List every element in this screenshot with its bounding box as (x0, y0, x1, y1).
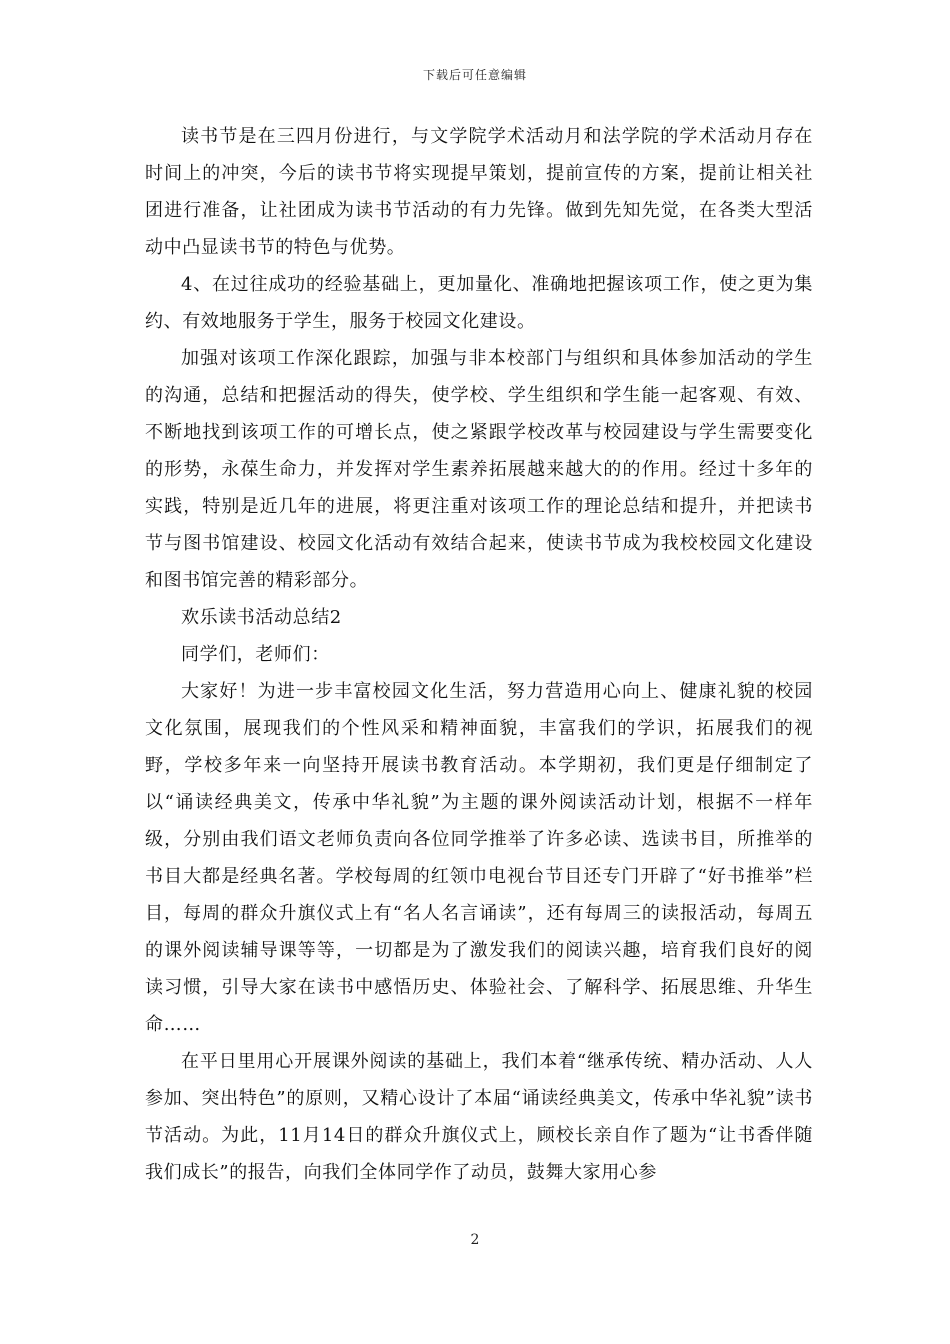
document-body (145, 118, 813, 1191)
paragraph-follow-up: 加强对该项工作深化跟踪，加强与非本校部门与组织和具体参加活动的学生的沟通，总结和把握活动的得失，使学校、学生组织和学生能一起客观、有效、不断地找到该项工作的可增长点，使之紧跟学校改革与校园建设与学生需要变化的形势，永葆生命力，并发挥对学生素养拓展越来越大的的作用。经过十多年的实践，特别是近几年的进展，将更注重对该项工作的理论总结和提升，并把读书节与图书馆建设、校园文化活动有效结合起来，使读书节成为我校校园文化建设和图书馆完善的精彩部分。 (145, 348, 813, 591)
page-header: 下载后可任意编辑 (422, 68, 527, 82)
paragraph-point-4: 4、在过往成功的经验基础上，更加量化、准确地把握该项工作，使之更为集约、有效地服务于学生，服务于校园文化建设。 (145, 274, 813, 332)
page-number: 2 (470, 1232, 480, 1248)
paragraph-reading-festival-timing: 读书节是在三四月份进行，与文学院学术活动月和法学院的学术活动月存在时间上的冲突，今后的读书节将实现提早策划，提前宣传的方案，提前让相关社团进行准备，让社团成为读书节活动的有力先锋。做到先知先觉，在各类大型活动中凸显读书节的特色与优势。 (145, 126, 813, 258)
paragraph-greeting: 大家好！为进一步丰富校园文化生活，努力营造用心向上、健康礼貌的校园文化氛围，展现我们的个性风采和精神面貌，丰富我们的学识，拓展我们的视野，学校多年来一向坚持开展读书教育活动。本学期初，我们更是仔细制定了以“诵读经典美文，传承中华礼貌”为主题的课外阅读活动计划，根据不一样年级，分别由我们语文老师负责向各位同学推举了许多必读、选读书目，所推举的书目大都是经典名著。学校每周的红领巾电视台节目还专门开辟了“好书推举”栏目，每周的群众升旗仪式上有“名人名言诵读”，还有每周三的读报活动，每周五的课外阅读辅导课等等，一切都是为了激发我们的阅读兴趣，培育我们良好的阅读习惯，引导大家在读书中感悟历史、体验社会、了解科学、拓展思维、升华生命…… (145, 681, 813, 1035)
section-title: 欢乐读书活动总结2 (181, 607, 342, 628)
paragraph-festival-activity: 在平日里用心开展课外阅读的基础上，我们本着“继承传统、精办活动、人人参加、突出特色”的原则，又精心设计了本届“诵读经典美文，传承中华礼貌”读书节活动。为此，11月14日的群众升旗仪式上，顾校长亲自作了题为“让书香伴随我们成长”的报告，向我们全体同学作了动员，鼓舞大家用心参 (145, 1051, 813, 1183)
salutation: 同学们，老师们： (181, 644, 330, 665)
